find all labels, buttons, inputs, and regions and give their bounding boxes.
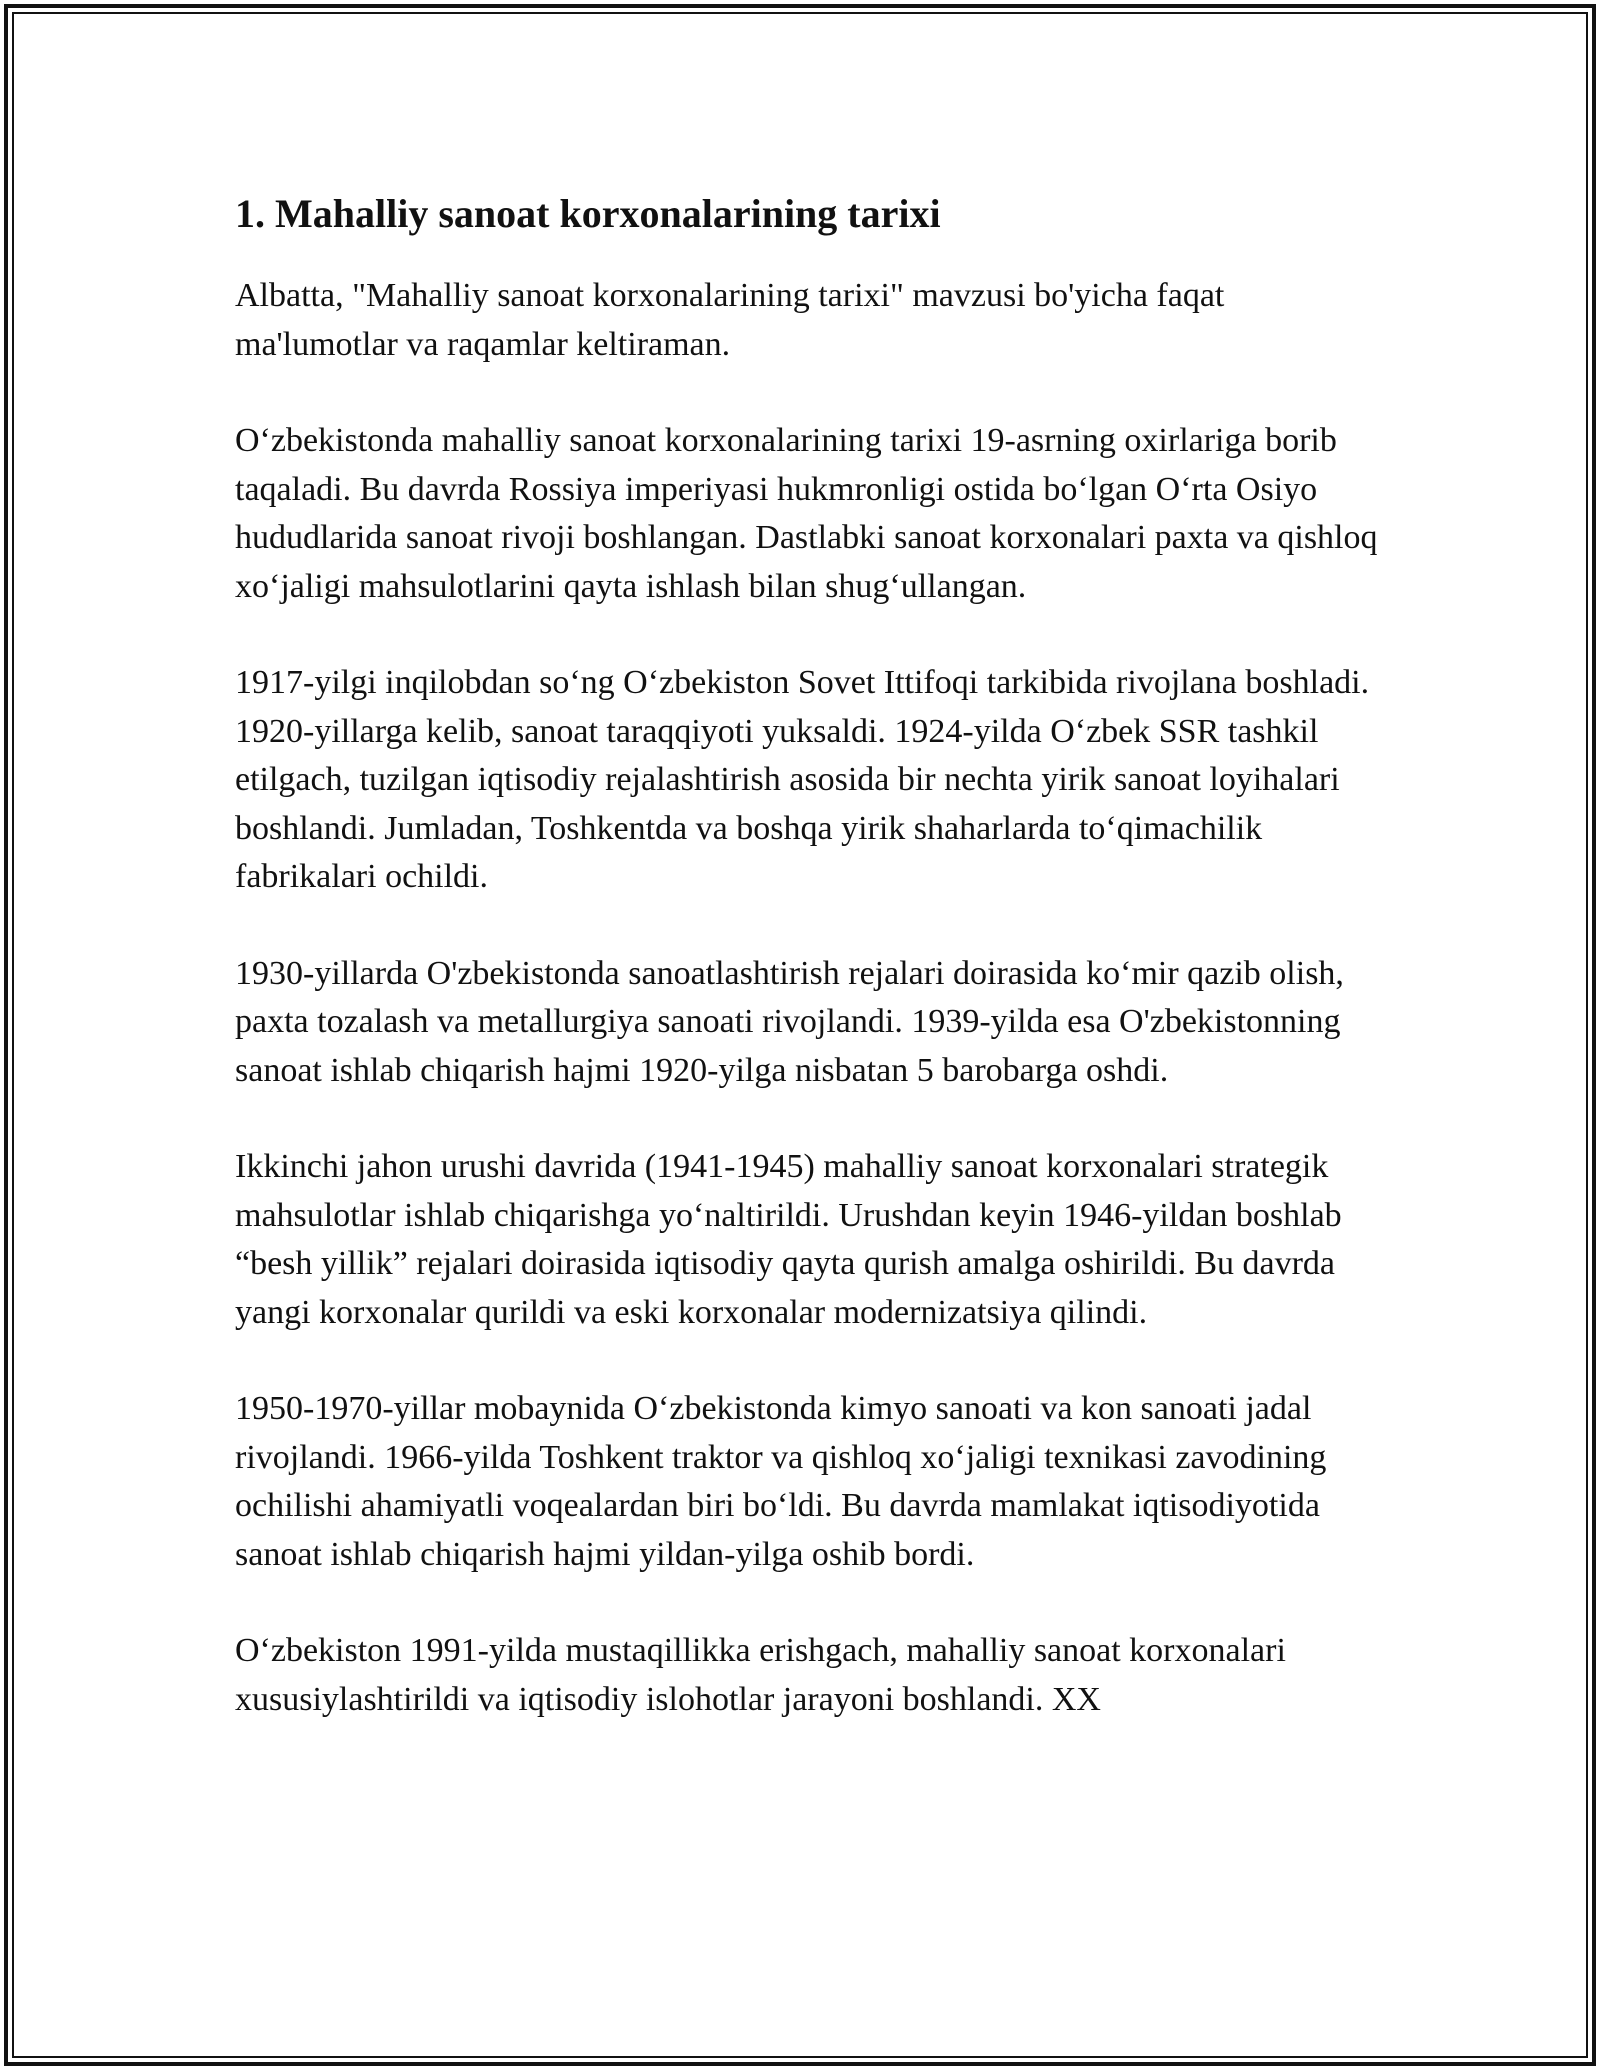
- paragraph-ww2: Ikkinchi jahon urushi davrida (1941-1945) mahalliy sanoat korxonalari strategik mahsulotlar ishlab chiqarishga yo‘naltirildi. Urushdan keyin 1946-yildan boshlab “besh yillik” rejalari doirasida iqtisodiy qayta qurish amalga oshirildi. Bu davrda yangi korxonalar qurildi va eski korxonalar modernizatsiya qilindi.: [235, 1148, 1342, 1331]
- paragraph-soviet-1917: 1917-yilgi inqilobdan so‘ng O‘zbekiston Sovet Ittifoqi tarkibida rivojlana boshladi. 1920-yillarga kelib, sanoat taraqqiyoti yuksaldi. 1924-yilda O‘zbek SSR tashkil etilgach, tuzilgan iqtisodiy rejalashtirish asosida bir nechta yirik sanoat loyihalari boshlandi. Jumladan, Toshkentda va boshqa yirik shaharlarda to‘qimachilik fabrikalari ochildi.: [235, 664, 1370, 895]
- paragraph-1950-1970: 1950-1970-yillar mobaynida O‘zbekistonda kimyo sanoati va kon sanoati jadal rivojlandi. 1966-yilda Toshkent traktor va qishloq xo‘jaligi texnikasi zavodining ochilishi ahamiyatli voqealardan biri bo‘ldi. Bu davrda mamlakat iqtisodiyotida sanoat ishlab chiqarish hajmi yildan-yilga oshib bordi.: [235, 1390, 1327, 1573]
- paragraph-1930s: 1930-yillarda O'zbekistonda sanoatlashtirish rejalari doirasida ko‘mir qazib olish, paxta tozalash va metallurgiya sanoati rivojlandi. 1939-yilda esa O'zbekistonning sanoat ishlab chiqarish hajmi 1920-yilga nisbatan 5 barobarga oshdi.: [235, 954, 1344, 1089]
- paragraph-independence: O‘zbekiston 1991-yilda mustaqillikka erishgach, mahalliy sanoat korxonalari xususiylashtirildi va iqtisodiy islohotlar jarayoni boshlandi. XX: [235, 1632, 1286, 1718]
- document-body: [235, 186, 1385, 1772]
- paragraph-19th-century: O‘zbekistonda mahalliy sanoat korxonalarining tarixi 19-asrning oxirlariga borib taqaladi. Bu davrda Rossiya imperiyasi hukmronligi ostida bo‘lgan O‘rta Osiyo hududlarida sanoat rivoji boshlangan. Dastlabki sanoat korxonalari paxta va qishloq xo‘jaligi mahsulotlarini qayta ishlash bilan shug‘ullangan.: [235, 422, 1378, 605]
- paragraph-intro: Albatta, "Mahalliy sanoat korxonalarining tarixi" mavzusi bo'yicha faqat ma'lumotlar va raqamlar keltiraman.: [235, 277, 1225, 363]
- section-heading: 1. Mahalliy sanoat korxonalarining tarixi: [235, 191, 941, 236]
